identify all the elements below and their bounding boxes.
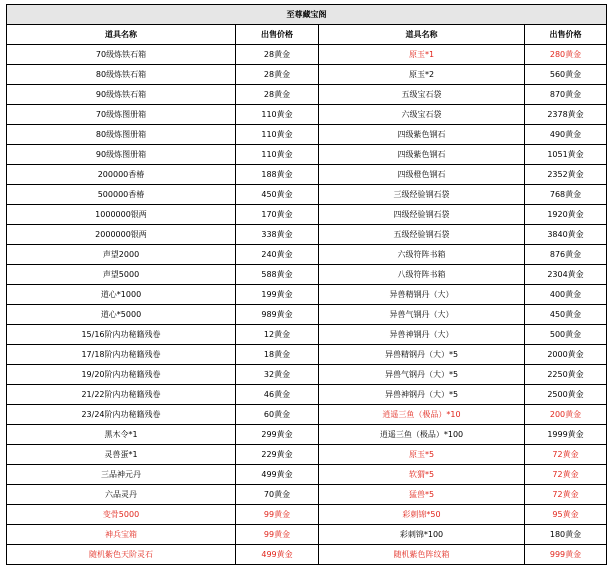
item-price-right: 72黄金 (525, 445, 607, 465)
item-price-left: 28黄金 (236, 65, 319, 85)
item-name-left: 80级炼图册箱 (7, 125, 236, 145)
item-price-left: 28黄金 (236, 85, 319, 105)
item-price-left: 110黄金 (236, 145, 319, 165)
item-name-right: 四级紫色钢石 (319, 125, 525, 145)
item-price-right: 280黄金 (525, 45, 607, 65)
table-row (7, 85, 607, 105)
item-price-left: 99黄金 (236, 525, 319, 545)
table-row (7, 245, 607, 265)
item-price-left: 229黄金 (236, 445, 319, 465)
item-name-right: 逍遥三鱼（极品）*10 (319, 405, 525, 425)
item-name-left: 随机紫色天阶灵石 (7, 545, 236, 565)
item-price-right: 400黄金 (525, 285, 607, 305)
table-row (7, 105, 607, 125)
item-name-right: 逍遥三鱼（极品）*100 (319, 425, 525, 445)
item-name-left: 2000000银两 (7, 225, 236, 245)
item-name-left: 道心*1000 (7, 285, 236, 305)
header-item-name-right: 道具名称 (319, 25, 525, 45)
table-row (7, 165, 607, 185)
item-price-right: 72黄金 (525, 465, 607, 485)
item-price-left: 499黄金 (236, 545, 319, 565)
table-row (7, 545, 607, 565)
item-price-left: 99黄金 (236, 505, 319, 525)
item-price-left: 240黄金 (236, 245, 319, 265)
item-name-left: 23/24阶内功秘籍残卷 (7, 405, 236, 425)
item-name-right: 四级紫色钢石 (319, 145, 525, 165)
table-row (7, 385, 607, 405)
table-row (7, 265, 607, 285)
item-price-left: 70黄金 (236, 485, 319, 505)
item-name-right: 五级宝石袋 (319, 85, 525, 105)
item-name-left: 19/20阶内功秘籍残卷 (7, 365, 236, 385)
item-name-left: 90级炼铁石箱 (7, 85, 236, 105)
item-price-left: 28黄金 (236, 45, 319, 65)
item-name-right: 软猬*5 (319, 465, 525, 485)
item-name-right: 异兽神钢丹（大）*5 (319, 385, 525, 405)
item-price-left: 60黄金 (236, 405, 319, 425)
table-row (7, 45, 607, 65)
item-name-right: 四级经验钢石袋 (319, 205, 525, 225)
table-row (7, 445, 607, 465)
item-name-left: 三品神元丹 (7, 465, 236, 485)
item-price-left: 299黄金 (236, 425, 319, 445)
item-name-right: 异兽气钢丹（大）*5 (319, 365, 525, 385)
table-row (7, 505, 607, 525)
table-row (7, 125, 607, 145)
item-price-right: 490黄金 (525, 125, 607, 145)
item-name-left: 声望5000 (7, 265, 236, 285)
item-name-right: 六级宝石袋 (319, 105, 525, 125)
item-price-left: 110黄金 (236, 105, 319, 125)
item-price-right: 72黄金 (525, 485, 607, 505)
table-row (7, 345, 607, 365)
item-name-left: 80级炼铁石箱 (7, 65, 236, 85)
header-row (7, 25, 607, 45)
item-name-right: 四级橙色钢石 (319, 165, 525, 185)
item-price-right: 2250黄金 (525, 365, 607, 385)
item-name-left: 灵兽蛋*1 (7, 445, 236, 465)
item-name-right: 随机紫色阵纹箱 (319, 545, 525, 565)
item-name-left: 17/18阶内功秘籍残卷 (7, 345, 236, 365)
item-price-right: 500黄金 (525, 325, 607, 345)
item-name-right: 原玉*5 (319, 445, 525, 465)
item-name-right: 八级符阵书箱 (319, 265, 525, 285)
header-item-name-left: 道具名称 (7, 25, 236, 45)
item-name-right: 彩刺锦*50 (319, 505, 525, 525)
table-row (7, 325, 607, 345)
item-name-right: 彩刺锦*100 (319, 525, 525, 545)
item-price-right: 870黄金 (525, 85, 607, 105)
item-price-right: 1999黄金 (525, 425, 607, 445)
item-name-right: 异兽精钢丹（大）*5 (319, 345, 525, 365)
table-body (7, 45, 607, 565)
item-price-right: 2500黄金 (525, 385, 607, 405)
item-price-left: 450黄金 (236, 185, 319, 205)
item-name-left: 声望2000 (7, 245, 236, 265)
item-price-right: 768黄金 (525, 185, 607, 205)
item-price-right: 95黄金 (525, 505, 607, 525)
table-row (7, 185, 607, 205)
item-price-right: 200黄金 (525, 405, 607, 425)
item-price-left: 170黄金 (236, 205, 319, 225)
item-name-left: 黑木令*1 (7, 425, 236, 445)
item-price-right: 2304黄金 (525, 265, 607, 285)
item-price-left: 18黄金 (236, 345, 319, 365)
item-price-left: 46黄金 (236, 385, 319, 405)
item-price-right: 1920黄金 (525, 205, 607, 225)
item-name-right: 异兽气钢丹（大） (319, 305, 525, 325)
item-name-left: 70级炼图册箱 (7, 105, 236, 125)
item-price-left: 110黄金 (236, 125, 319, 145)
item-name-left: 500000香椿 (7, 185, 236, 205)
item-price-right: 1051黄金 (525, 145, 607, 165)
table-row (7, 425, 607, 445)
item-price-right: 450黄金 (525, 305, 607, 325)
item-name-left: 200000香椿 (7, 165, 236, 185)
item-name-left: 21/22阶内功秘籍残卷 (7, 385, 236, 405)
table-row (7, 205, 607, 225)
item-name-left: 70级炼铁石箱 (7, 45, 236, 65)
item-price-right: 876黄金 (525, 245, 607, 265)
item-price-right: 2000黄金 (525, 345, 607, 365)
item-price-left: 199黄金 (236, 285, 319, 305)
header-price-left: 出售价格 (236, 25, 319, 45)
item-price-right: 180黄金 (525, 525, 607, 545)
item-name-left: 道心*5000 (7, 305, 236, 325)
table-row (7, 485, 607, 505)
item-name-right: 异兽精钢丹（大） (319, 285, 525, 305)
item-name-right: 三级经验钢石袋 (319, 185, 525, 205)
table-title: 至尊藏宝阁 (7, 5, 607, 25)
item-name-left: 神兵宝箱 (7, 525, 236, 545)
item-name-right: 原玉*2 (319, 65, 525, 85)
table-row (7, 305, 607, 325)
item-price-left: 588黄金 (236, 265, 319, 285)
item-price-left: 188黄金 (236, 165, 319, 185)
item-name-right: 六级符阵书箱 (319, 245, 525, 265)
item-price-left: 338黄金 (236, 225, 319, 245)
item-price-left: 32黄金 (236, 365, 319, 385)
price-table-container (6, 4, 606, 565)
table-row (7, 285, 607, 305)
table-row (7, 145, 607, 165)
header-price-right: 出售价格 (525, 25, 607, 45)
item-name-left: 六品灵丹 (7, 485, 236, 505)
table-row (7, 405, 607, 425)
item-price-right: 560黄金 (525, 65, 607, 85)
item-name-left: 1000000银两 (7, 205, 236, 225)
price-table (6, 4, 607, 565)
item-name-left: 90级炼图册箱 (7, 145, 236, 165)
item-price-right: 2352黄金 (525, 165, 607, 185)
table-row (7, 365, 607, 385)
table-row (7, 465, 607, 485)
item-name-right: 原玉*1 (319, 45, 525, 65)
item-price-left: 499黄金 (236, 465, 319, 485)
item-name-left: 15/16阶内功秘籍残卷 (7, 325, 236, 345)
item-price-left: 989黄金 (236, 305, 319, 325)
item-price-right: 999黄金 (525, 545, 607, 565)
item-price-right: 2378黄金 (525, 105, 607, 125)
table-row (7, 225, 607, 245)
item-name-left: 变骨5000 (7, 505, 236, 525)
table-row (7, 65, 607, 85)
item-name-right: 猛兽*5 (319, 485, 525, 505)
item-price-right: 3840黄金 (525, 225, 607, 245)
table-row (7, 525, 607, 545)
item-name-right: 五级经验钢石袋 (319, 225, 525, 245)
item-price-left: 12黄金 (236, 325, 319, 345)
item-name-right: 异兽神钢丹（大） (319, 325, 525, 345)
